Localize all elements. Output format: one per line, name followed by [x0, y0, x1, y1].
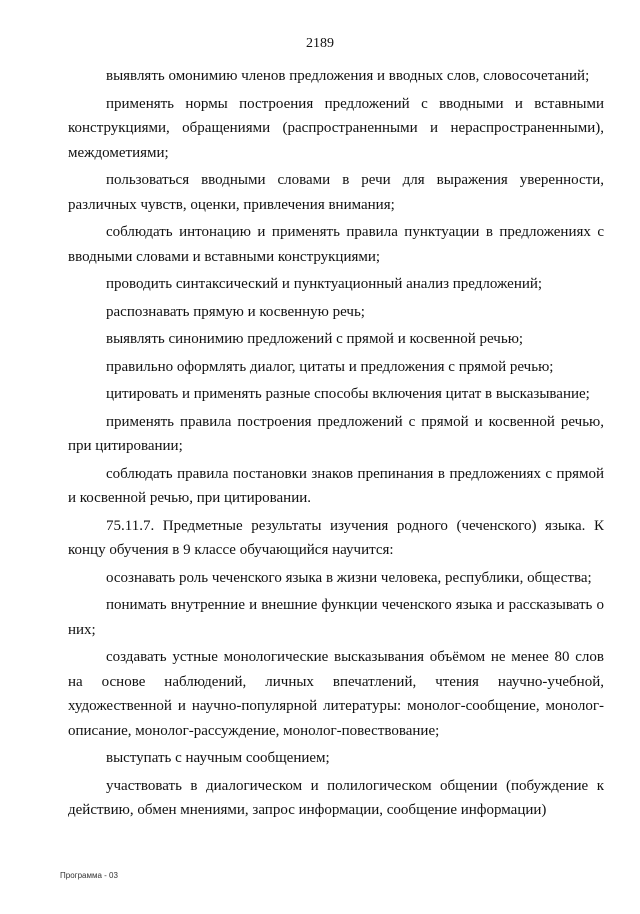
body-text	[68, 64, 604, 826]
paragraph: цитировать и применять разные способы включения цитат в высказывание;	[106, 386, 590, 402]
paragraph: соблюдать интонацию и применять правила пунктуации в предложениях с вводными словами и вставными конструкциями;	[68, 224, 604, 265]
paragraph: понимать внутренние и внешние функции чеченского языка и рассказывать о них;	[68, 597, 604, 638]
paragraph: создавать устные монологические высказывания объёмом не менее 80 слов на основе наблюдений, личных впечатлений, чтения научно-учебной, художественной и научно-популярной литературы: монолог-сообщение, монолог-описание, монолог-рассуждение, монолог-повествование;	[68, 649, 604, 739]
paragraph: правильно оформлять диалог, цитаты и предложения с прямой речью;	[106, 358, 554, 375]
page-number: 2189	[306, 36, 334, 51]
paragraph: распознавать прямую и косвенную речь;	[106, 303, 365, 320]
paragraph: выявлять омонимию членов предложения и вводных слов, словосочетаний;	[106, 68, 590, 84]
paragraph: пользоваться вводными словами в речи для выражения уверенности, различных чувств, оценки, привлечения внимания;	[68, 172, 604, 213]
paragraph: применять нормы построения предложений с вводными и вставными конструкциями, обращениями (распространенными и нераспространенными), междометиями;	[68, 95, 604, 161]
paragraph: выявлять синонимию предложений с прямой и косвенной речью;	[106, 331, 524, 347]
paragraph: соблюдать правила постановки знаков препинания в предложениях с прямой и косвенной речью, при цитировании.	[68, 465, 604, 506]
section-heading-paragraph: 75.11.7. Предметные результаты изучения родного (чеченского) языка. К концу обучения в 9 классе обучающийся научится:	[68, 517, 604, 558]
paragraph: выступать с научным сообщением;	[106, 750, 330, 766]
paragraph: применять правила построения предложений с прямой и косвенной речью, при цитировании;	[68, 413, 604, 454]
page-footer: Программа - 03	[60, 871, 118, 880]
paragraph: участвовать в диалогическом и полилогическом общении (побуждение к действию, обмен мнениями, запрос информации, сообщение информации)	[68, 777, 604, 818]
paragraph: осознавать роль чеченского языка в жизни человека, республики, общества;	[106, 569, 592, 586]
paragraph: проводить синтаксический и пунктуационный анализ предложений;	[106, 276, 543, 292]
